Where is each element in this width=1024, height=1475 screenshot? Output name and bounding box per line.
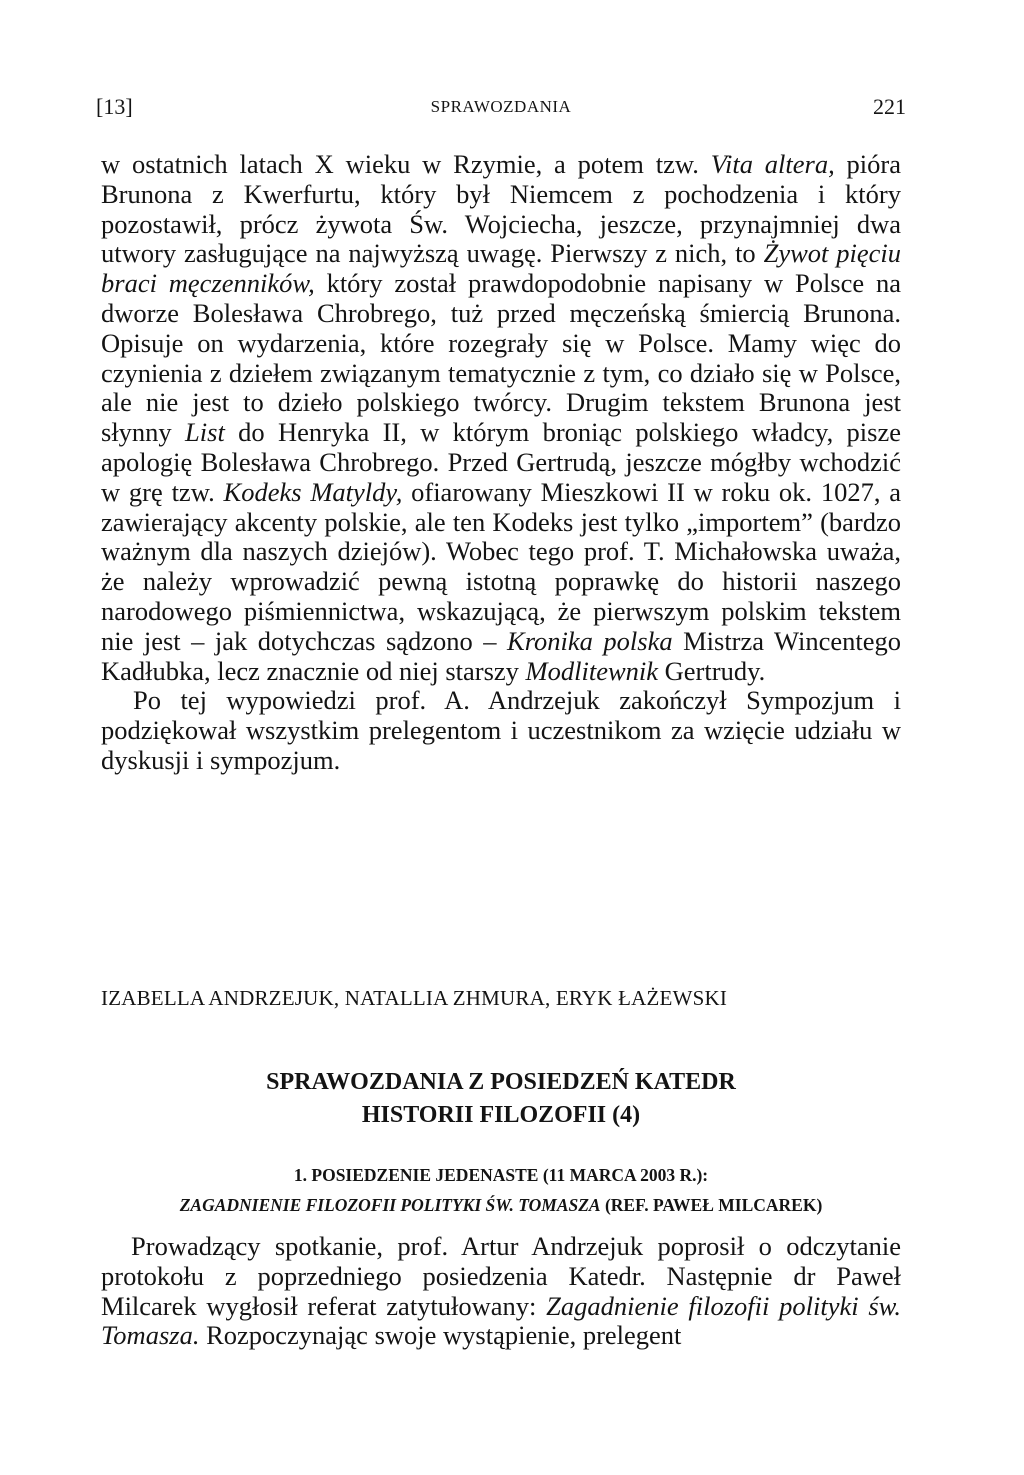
article-title-line-2: HISTORII FILOZOFII (4) [361, 1102, 641, 1128]
text-run: do Henryka II, w którym broniąc polskiego władcy, pisze apologię Bolesława Chrobrego. Przed Gertrudą, jeszcze mógłby wchodzić w grę tzw. [101, 417, 901, 507]
authors-byline: IZABELLA ANDRZEJUK, NATALLIA ZHMURA, ERYK ŁAŻEWSKI [101, 986, 728, 1010]
running-title: SPRAWOZDANIA [430, 97, 572, 116]
page-number: 221 [873, 94, 906, 119]
italic-title-run: Modlitewnik [525, 655, 659, 686]
paragraph-1 [101, 150, 901, 686]
session-number-line: 1. POSIEDZENIE JEDENASTE (11 MARCA 2003 R.): [293, 1165, 709, 1185]
session-topic: ZAGADNIENIE FILOZOFII POLITYKI ŚW. TOMASZA [179, 1195, 601, 1215]
italic-title-run: Vita altera, [710, 149, 835, 179]
italic-title-run: Żywot pięciu braci męczenników, [101, 238, 901, 299]
text-run: w ostatnich latach X wieku w Rzymie, a potem tzw. [101, 149, 711, 179]
text-run: Rozpoczynając swoje wystąpienie, prelegent [199, 1320, 682, 1351]
session-topic-line [101, 1190, 901, 1220]
session-speaker: (REF. PAWEŁ MILCAREK) [604, 1195, 823, 1215]
italic-title-run: Kodeks Matyldy, [223, 476, 403, 507]
text-run: ofiarowany Mieszkowi II w roku ok. 1027, a zawierający akcenty polskie, ale ten Kodeks jest tylko „importem” (bardzo ważnym dla naszych dziejów). Wobec tego prof. T. Michałowska uważa, że należy wprowadzić pewną istotną poprawkę do historii naszego narodowego piśmiennictwa, wskazującą, że pierwszym polskim tekstem nie jest – jak dotychczas sądzono – [101, 476, 902, 656]
text-run: Gertrudy. [658, 655, 766, 686]
italic-title-run: List [185, 417, 225, 448]
text-run: Mistrza Wincentego Kadłubka, lecz znacznie od niej starszy [101, 625, 902, 686]
running-head [96, 92, 906, 122]
paragraph-3 [101, 1232, 901, 1351]
paragraph-2: Po tej wypowiedzi prof. A. Andrzejuk zakończył Sympozjum i podziękował wszystkim prelegentom i uczestnikom za wzięcie udziału w dyskusji i sympozjum. [101, 685, 901, 775]
session-report [101, 1232, 901, 1351]
article-title [101, 1066, 901, 1132]
report-continuation [101, 150, 901, 776]
text-run: który został prawdopodobnie napisany w Polsce na dworze Bolesława Chrobrego, tuż przed męczeńską śmiercią Brunona. Opisuje on wydarzenia, które rozegrały się w Polsce. Mamy więc do czynienia z dziełem związanym tematycznie z tym, co działo się w Polsce, ale nie jest to dzieło polskiego twórcy. Drugim tekstem Brunona jest słynny [101, 268, 901, 448]
section-marker: [13] [96, 94, 133, 119]
text-run: Prowadzący spotkanie, prof. Artur Andrzejuk poprosił o odczytanie protokołu z poprzedniego posiedzenia Katedr. Następnie dr Paweł Milcarek wygłosił referat zatytułowany: [101, 1231, 901, 1321]
italic-title-run: Kronika polska [507, 625, 673, 656]
text-run: pióra Brunona z Kwerfurtu, który był Niemcem z pochodzenia i który pozostawił, prócz żywota Św. Wojciecha, jeszcze, przynajmniej dwa utwory zasługujące na najwyższą uwagę. Pierwszy z nich, to [101, 149, 902, 269]
article-title-line-1: SPRAWOZDANIA Z POSIEDZEŃ KATEDR [266, 1069, 736, 1095]
session-heading [101, 1160, 901, 1220]
italic-title-run: Zagadnienie filozofii polityki św. Tomasza. [101, 1290, 901, 1351]
